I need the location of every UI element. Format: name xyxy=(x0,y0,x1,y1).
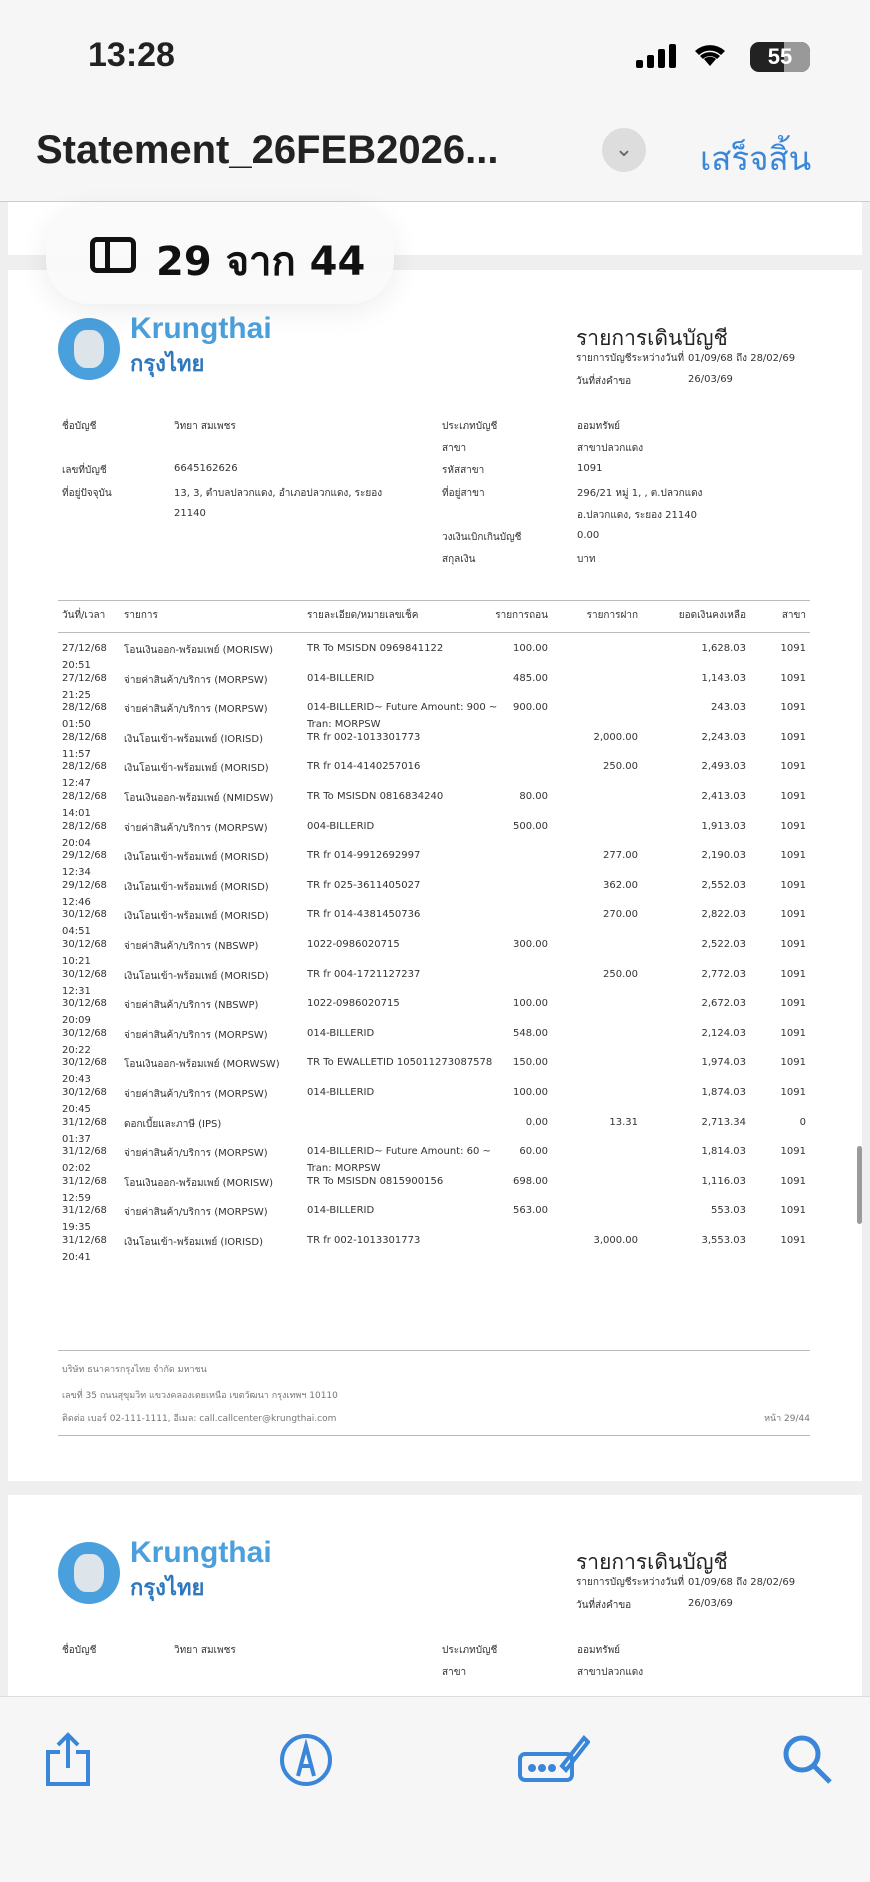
row-time: 20:22 xyxy=(62,1044,91,1056)
bottom-toolbar xyxy=(0,1696,870,1882)
page-30 xyxy=(8,1495,862,1715)
next-period-value: 01/09/68 ถึง 28/02/69 xyxy=(688,1577,796,1588)
page-indicator[interactable] xyxy=(46,206,394,304)
row-details: TR To MSISDN 0816834240 xyxy=(307,791,444,802)
next-bank-logo xyxy=(58,1542,120,1604)
row-time: 12:59 xyxy=(62,1192,91,1204)
info-label: สาขา xyxy=(442,443,467,454)
row-details: TR fr 014-4381450736 xyxy=(307,909,421,921)
row-branch: 1091 xyxy=(780,820,806,832)
row-time: 20:04 xyxy=(62,837,91,849)
clock: 13:28 xyxy=(88,36,175,74)
footer-page-number: หน้า 29/44 xyxy=(764,1414,810,1424)
row-withdrawal: 900.00 xyxy=(513,702,548,714)
info-label: รหัสสาขา xyxy=(442,465,485,476)
row-deposit: 3,000.00 xyxy=(593,1235,638,1246)
row-balance: 2,413.03 xyxy=(701,791,746,802)
row-details: 014-BILLERID xyxy=(307,672,375,684)
row-description: จ่ายค่าสินค้า/บริการ (MORPSW) xyxy=(124,1029,268,1041)
row-balance: 2,822.03 xyxy=(701,909,746,921)
row-balance: 1,628.03 xyxy=(701,643,746,654)
row-deposit: 270.00 xyxy=(603,909,638,921)
row-details: TR fr 014-4140257016 xyxy=(307,761,421,773)
row-time: 20:09 xyxy=(62,1015,91,1027)
row-date: 27/12/68 xyxy=(62,672,107,684)
row-date: 30/12/68 xyxy=(62,1057,107,1069)
period-value: 01/09/68 ถึง 28/02/69 xyxy=(688,353,796,364)
signal-icon xyxy=(636,44,680,68)
row-balance: 2,522.03 xyxy=(701,939,746,950)
row-balance: 1,974.03 xyxy=(701,1057,746,1069)
row-branch: 1091 xyxy=(780,1087,806,1098)
next-info-label: ชื่อบัญชี xyxy=(62,1645,97,1656)
row-description: จ่ายค่าสินค้า/บริการ (MORPSW) xyxy=(124,1089,268,1100)
row-details: TR fr 002-1013301773 xyxy=(307,731,421,743)
page-29 xyxy=(8,270,862,1481)
row-branch: 1091 xyxy=(780,761,806,773)
next-info-value: ออมทรัพย์ xyxy=(577,1645,621,1656)
info-value: 1091 xyxy=(577,463,603,474)
row-time: 12:34 xyxy=(62,867,91,879)
row-date: 31/12/68 xyxy=(62,1146,107,1158)
row-balance: 2,713.34 xyxy=(701,1116,746,1128)
row-balance: 243.03 xyxy=(711,702,746,714)
column-header: รายการถอน xyxy=(495,610,548,621)
column-header: รายละเอียด/หมายเลขเช็ค xyxy=(307,610,419,621)
row-withdrawal: 485.00 xyxy=(513,672,548,684)
column-header: วันที่/เวลา xyxy=(62,610,106,621)
info-value: วิทยา สมเพชร xyxy=(174,421,236,432)
logo-text-en: Krungthai xyxy=(130,312,272,345)
row-balance: 553.03 xyxy=(711,1205,746,1217)
row-balance: 1,874.03 xyxy=(701,1087,746,1098)
footer-company: บริษัท ธนาคารกรุงไทย จำกัด มหาชน xyxy=(62,1365,207,1375)
row-description: จ่ายค่าสินค้า/บริการ (MORPSW) xyxy=(124,674,268,686)
next-statement-title: รายการเดินบัญชี xyxy=(576,1550,728,1574)
info-label: ชื่อบัญชี xyxy=(62,421,97,432)
fill-sign-icon[interactable] xyxy=(518,1732,590,1788)
row-time: 11:57 xyxy=(62,748,91,760)
row-balance: 2,552.03 xyxy=(701,879,746,891)
wifi-icon xyxy=(692,40,728,68)
row-withdrawal: 100.00 xyxy=(513,643,548,654)
logo-text-th: กรุงไทย xyxy=(130,352,205,377)
row-description: โอนเงินออก-พร้อมเพย์ (MORWSW) xyxy=(124,1059,280,1071)
info-value: 21140 xyxy=(174,508,206,519)
document-title: Statement_26FEB2026... xyxy=(36,128,499,172)
row-balance: 2,772.03 xyxy=(701,968,746,980)
row-deposit: 362.00 xyxy=(603,879,638,891)
statement-title: รายการเดินบัญชี xyxy=(576,326,728,350)
row-time: 10:21 xyxy=(62,956,91,967)
footer-address: เลขที่ 35 ถนนสุขุมวิท แขวงคลองเตยเหนือ เขตวัฒนา กรุงเทพฯ 10110 xyxy=(62,1391,338,1401)
row-details-2: Tran: MORPSW xyxy=(307,1163,381,1175)
row-description: จ่ายค่าสินค้า/บริการ (MORPSW) xyxy=(124,1207,268,1219)
row-time: 20:41 xyxy=(62,1252,91,1263)
row-time: 04:51 xyxy=(62,926,91,938)
row-branch: 1091 xyxy=(780,731,806,743)
search-icon[interactable] xyxy=(780,1732,836,1788)
row-branch: 1091 xyxy=(780,1175,806,1187)
row-branch: 1091 xyxy=(780,879,806,891)
info-value: 13, 3, ตำบลปลวกแดง, อำเภอปลวกแดง, ระยอง xyxy=(174,488,383,499)
info-value: สาขาปลวกแดง xyxy=(577,443,644,454)
row-withdrawal: 0.00 xyxy=(525,1116,548,1128)
row-details: TR fr 025-3611405027 xyxy=(307,879,421,891)
row-details: 014-BILLERID xyxy=(307,1205,375,1217)
row-date: 31/12/68 xyxy=(62,1205,107,1217)
row-balance: 3,553.03 xyxy=(701,1235,746,1246)
info-value: 6645162626 xyxy=(174,463,238,474)
column-header: สาขา xyxy=(781,610,806,621)
row-time: 12:47 xyxy=(62,778,91,790)
row-date: 30/12/68 xyxy=(62,939,107,950)
row-branch: 0 xyxy=(799,1116,806,1128)
row-time: 01:50 xyxy=(62,719,91,731)
row-deposit: 13.31 xyxy=(609,1116,638,1128)
row-time: 21:25 xyxy=(62,689,91,701)
row-time: 20:43 xyxy=(62,1074,91,1086)
row-balance: 2,124.03 xyxy=(701,1027,746,1039)
row-withdrawal: 500.00 xyxy=(513,820,548,832)
row-withdrawal: 548.00 xyxy=(513,1027,548,1039)
column-header: รายการฝาก xyxy=(586,610,638,621)
row-description: จ่ายค่าสินค้า/บริการ (MORPSW) xyxy=(124,822,268,834)
row-balance: 1,143.03 xyxy=(701,672,746,684)
row-date: 30/12/68 xyxy=(62,1027,107,1039)
row-details: TR fr 004-1721127237 xyxy=(307,968,421,980)
row-branch: 1091 xyxy=(780,702,806,714)
row-balance: 2,493.03 xyxy=(701,761,746,773)
row-details: TR fr 014-9912692997 xyxy=(307,850,421,862)
row-date: 28/12/68 xyxy=(62,820,107,832)
row-branch: 1091 xyxy=(780,1205,806,1217)
footer-bottom-line xyxy=(58,1435,810,1436)
row-withdrawal: 150.00 xyxy=(513,1057,548,1069)
row-description: เงินโอนเข้า-พร้อมเพย์ (IORISD) xyxy=(124,1237,264,1248)
row-details: TR To MSISDN 0969841122 xyxy=(307,643,444,654)
row-date: 28/12/68 xyxy=(62,702,107,714)
row-date: 30/12/68 xyxy=(62,998,107,1010)
row-description: โอนเงินออก-พร้อมเพย์ (MORISW) xyxy=(124,645,274,656)
battery-icon: 55 xyxy=(750,42,810,72)
row-details: TR To EWALLETID 105011273087578 xyxy=(307,1057,493,1069)
row-date: 28/12/68 xyxy=(62,731,107,743)
row-date: 27/12/68 xyxy=(62,643,107,654)
row-details: 014-BILLERID~ Future Amount: 60 ~ xyxy=(307,1146,491,1158)
next-request-value: 26/03/69 xyxy=(688,1598,733,1609)
next-info-label: สาขา xyxy=(442,1667,467,1678)
row-time: 12:31 xyxy=(62,985,91,997)
row-details-2: Tran: MORPSW xyxy=(307,719,381,731)
row-branch: 1091 xyxy=(780,672,806,684)
row-description: โอนเงินออก-พร้อมเพย์ (NMIDSW) xyxy=(124,793,274,804)
footer-contact: ติดต่อ เบอร์ 02-111-1111, อีเมล: call.callcenter@krungthai.com xyxy=(62,1414,337,1424)
row-branch: 1091 xyxy=(780,909,806,921)
info-label: สกุลเงิน xyxy=(442,554,476,565)
row-date: 29/12/68 xyxy=(62,879,107,891)
row-time: 12:46 xyxy=(62,896,91,908)
row-date: 30/12/68 xyxy=(62,909,107,921)
markup-icon[interactable] xyxy=(278,1732,334,1788)
request-label: วันที่ส่งคำขอ xyxy=(576,376,632,387)
row-withdrawal: 100.00 xyxy=(513,1087,548,1098)
row-branch: 1091 xyxy=(780,1146,806,1158)
next-info-value: วิทยา สมเพชร xyxy=(174,1645,236,1656)
request-value: 26/03/69 xyxy=(688,374,733,385)
row-time: 20:51 xyxy=(62,660,91,671)
row-date: 30/12/68 xyxy=(62,968,107,980)
row-details: 014-BILLERID~ Future Amount: 900 ~ xyxy=(307,702,498,714)
row-deposit: 277.00 xyxy=(603,850,638,862)
row-branch: 1091 xyxy=(780,643,806,654)
row-balance: 1,116.03 xyxy=(701,1175,746,1187)
row-details: 1022-0986020715 xyxy=(307,939,400,950)
row-deposit: 250.00 xyxy=(603,761,638,773)
row-branch: 1091 xyxy=(780,968,806,980)
row-description: จ่ายค่าสินค้า/บริการ (NBSWP) xyxy=(124,941,259,952)
row-details: TR To MSISDN 0815900156 xyxy=(307,1175,444,1187)
info-value: บาท xyxy=(577,554,596,565)
row-withdrawal: 698.00 xyxy=(513,1175,548,1187)
row-deposit: 250.00 xyxy=(603,968,638,980)
next-info-label: ประเภทบัญชี xyxy=(442,1645,498,1656)
row-date: 31/12/68 xyxy=(62,1116,107,1128)
column-header: ยอดเงินคงเหลือ xyxy=(678,610,746,621)
row-withdrawal: 100.00 xyxy=(513,998,548,1010)
row-balance: 1,913.03 xyxy=(701,820,746,832)
row-balance: 2,190.03 xyxy=(701,850,746,862)
sidebar-icon xyxy=(90,237,136,273)
row-description: จ่ายค่าสินค้า/บริการ (MORPSW) xyxy=(124,704,268,716)
row-details: 1022-0986020715 xyxy=(307,998,400,1010)
row-description: จ่ายค่าสินค้า/บริการ (MORPSW) xyxy=(124,1148,268,1160)
row-balance: 1,814.03 xyxy=(701,1146,746,1158)
row-description: เงินโอนเข้า-พร้อมเพย์ (MORISD) xyxy=(124,763,269,775)
row-branch: 1091 xyxy=(780,939,806,950)
column-header: รายการ xyxy=(124,610,158,621)
table-header-line xyxy=(58,632,810,633)
row-withdrawal: 60.00 xyxy=(519,1146,548,1158)
row-balance: 2,243.03 xyxy=(701,731,746,743)
row-branch: 1091 xyxy=(780,998,806,1010)
chevron-down-icon[interactable]: ⌄ xyxy=(602,128,646,172)
row-description: ดอกเบี้ยและภาษี (IPS) xyxy=(124,1118,222,1130)
bank-logo xyxy=(58,318,120,380)
row-date: 31/12/68 xyxy=(62,1175,107,1187)
scrollbar[interactable] xyxy=(857,1146,862,1224)
row-branch: 1091 xyxy=(780,1235,806,1246)
next-period-label: รายการบัญชีระหว่างวันที่ xyxy=(576,1577,685,1588)
row-branch: 1091 xyxy=(780,850,806,862)
next-request-label: วันที่ส่งคำขอ xyxy=(576,1600,632,1611)
row-time: 19:35 xyxy=(62,1222,91,1234)
row-details: 014-BILLERID xyxy=(307,1087,375,1098)
page-count: 29 จาก 44 xyxy=(156,239,366,285)
row-details: 004-BILLERID xyxy=(307,820,375,832)
row-withdrawal: 300.00 xyxy=(513,939,548,950)
row-branch: 1091 xyxy=(780,1027,806,1039)
info-value: 0.00 xyxy=(577,530,600,541)
info-value: 296/21 หมู่ 1, , ต.ปลวกแดง xyxy=(577,488,703,499)
row-branch: 1091 xyxy=(780,1057,806,1069)
row-time: 02:02 xyxy=(62,1163,91,1175)
next-info-value: สาขาปลวกแดง xyxy=(577,1667,644,1678)
info-label: ที่อยู่สาขา xyxy=(442,488,485,499)
info-label: ที่อยู่ปัจจุบัน xyxy=(62,488,112,499)
row-description: เงินโอนเข้า-พร้อมเพย์ (MORISD) xyxy=(124,881,269,893)
next-logo-text-en: Krungthai xyxy=(130,1536,272,1569)
row-date: 28/12/68 xyxy=(62,761,107,773)
row-description: จ่ายค่าสินค้า/บริการ (NBSWP) xyxy=(124,1000,259,1012)
row-date: 28/12/68 xyxy=(62,791,107,802)
row-description: เงินโอนเข้า-พร้อมเพย์ (MORISD) xyxy=(124,911,269,923)
row-time: 20:45 xyxy=(62,1104,91,1115)
row-date: 29/12/68 xyxy=(62,850,107,862)
row-description: เงินโอนเข้า-พร้อมเพย์ (IORISD) xyxy=(124,733,264,745)
info-label: วงเงินเบิกเกินบัญชี xyxy=(442,532,522,543)
info-value: ออมทรัพย์ xyxy=(577,421,621,432)
row-time: 01:37 xyxy=(62,1133,91,1145)
table-top-line xyxy=(58,600,810,601)
row-description: เงินโอนเข้า-พร้อมเพย์ (MORISD) xyxy=(124,970,269,982)
row-details: TR fr 002-1013301773 xyxy=(307,1235,421,1246)
row-description: เงินโอนเข้า-พร้อมเพย์ (MORISD) xyxy=(124,852,269,864)
row-deposit: 2,000.00 xyxy=(593,731,638,743)
info-label: ประเภทบัญชี xyxy=(442,421,498,432)
row-branch: 1091 xyxy=(780,791,806,802)
row-date: 31/12/68 xyxy=(62,1235,107,1246)
row-time: 14:01 xyxy=(62,808,91,819)
footer-top-line xyxy=(58,1350,810,1351)
row-details: 014-BILLERID xyxy=(307,1027,375,1039)
next-logo-text-th: กรุงไทย xyxy=(130,1576,205,1601)
row-withdrawal: 563.00 xyxy=(513,1205,548,1217)
row-date: 30/12/68 xyxy=(62,1087,107,1098)
row-balance: 2,672.03 xyxy=(701,998,746,1010)
period-label: รายการบัญชีระหว่างวันที่ xyxy=(576,353,685,364)
info-value: อ.ปลวกแดง, ระยอง 21140 xyxy=(577,510,697,521)
done-button[interactable]: เสร็จสิ้น xyxy=(700,139,812,178)
share-icon[interactable] xyxy=(40,1732,96,1788)
info-label: เลขที่บัญชี xyxy=(62,465,107,476)
row-withdrawal: 80.00 xyxy=(519,791,548,802)
row-description: โอนเงินออก-พร้อมเพย์ (MORISW) xyxy=(124,1177,274,1189)
